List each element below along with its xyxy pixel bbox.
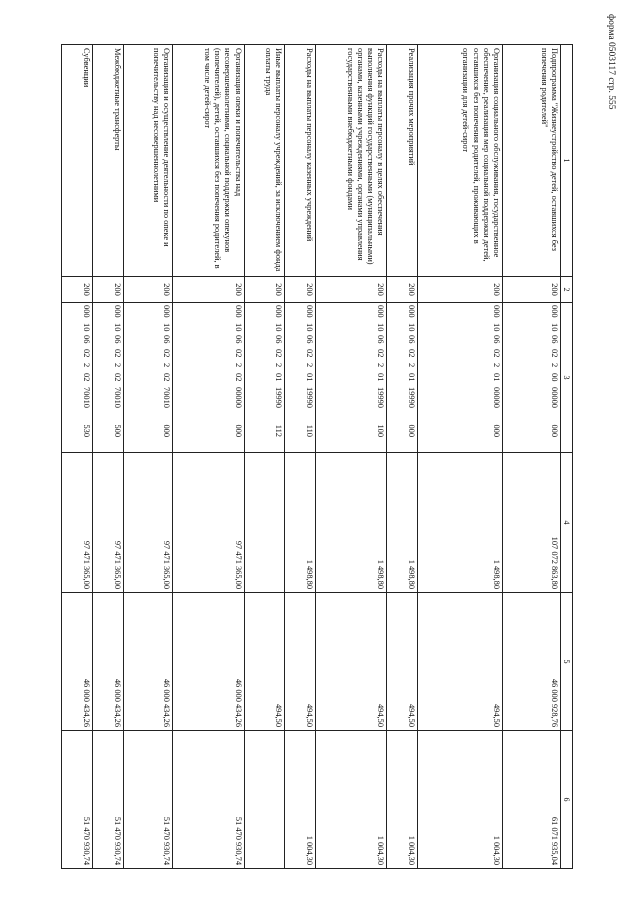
code-part: 10 <box>113 323 123 332</box>
code-part: 01 <box>273 373 283 382</box>
column-number: 6 <box>561 731 573 869</box>
line-code: 200 <box>62 277 93 303</box>
budget-classification-code <box>93 303 124 453</box>
code-part: 000 <box>113 305 123 318</box>
approved-amount: 107 072 863,80 <box>503 453 561 593</box>
table-row <box>387 45 418 869</box>
budget-table <box>61 44 573 869</box>
code-part: 02 <box>376 349 386 358</box>
executed-amount: 46 000 434,26 <box>93 593 124 731</box>
budget-classification-code <box>503 303 561 453</box>
code-part: 01 <box>492 373 502 382</box>
code-part: 2 <box>113 363 123 368</box>
table-row <box>173 45 244 869</box>
budget-classification-code <box>244 303 284 453</box>
code-part: 000 <box>376 305 386 318</box>
executed-amount: 494,50 <box>284 593 315 731</box>
code-part: 06 <box>82 335 92 344</box>
code-part: 000 <box>233 305 243 318</box>
code-part: 02 <box>113 373 123 382</box>
approved-amount: 97 471 365,00 <box>93 453 124 593</box>
code-part: 000 <box>407 305 417 318</box>
approved-amount: 97 471 365,00 <box>124 453 173 593</box>
code-part: 06 <box>407 335 417 344</box>
unexecuted-amount: 51 470 930,74 <box>173 731 244 869</box>
table-row <box>503 45 561 869</box>
budget-classification-code <box>173 303 244 453</box>
code-part: 000 <box>492 305 502 318</box>
budget-classification-code <box>284 303 315 453</box>
code-part: 02 <box>407 349 417 358</box>
code-part: 500 <box>113 424 123 437</box>
line-code: 200 <box>316 277 387 303</box>
code-part: 00000 <box>233 387 243 408</box>
unexecuted-amount: 51 470 930,74 <box>124 731 173 869</box>
code-part: 02 <box>162 349 172 358</box>
executed-amount: 494,50 <box>387 593 418 731</box>
line-code: 200 <box>173 277 244 303</box>
row-name: Межбюджетные трансферты <box>93 45 124 277</box>
code-part: 10 <box>305 323 314 332</box>
code-part: 06 <box>162 335 172 344</box>
code-part: 000 <box>273 305 283 318</box>
approved-amount <box>244 453 284 593</box>
code-part: 02 <box>492 349 502 358</box>
code-part: 01 <box>305 373 314 382</box>
unexecuted-amount: 51 470 930,74 <box>62 731 93 869</box>
budget-classification-code <box>62 303 93 453</box>
executed-amount: 46 000 434,26 <box>62 593 93 731</box>
table-row <box>93 45 124 869</box>
code-part: 112 <box>273 424 283 437</box>
code-part: 000 <box>162 424 172 437</box>
code-part: 2 <box>162 363 172 368</box>
code-part: 70010 <box>113 387 123 408</box>
code-part: 10 <box>82 323 92 332</box>
code-part: 02 <box>82 373 92 382</box>
budget-table-sheet <box>61 44 573 868</box>
table-row <box>124 45 173 869</box>
code-part: 19990 <box>376 387 386 408</box>
approved-amount: 1 498,80 <box>387 453 418 593</box>
row-name: Иные выплаты персоналу учреждений, за исключением фонда оплаты труда <box>244 45 284 277</box>
code-part: 01 <box>376 373 386 382</box>
unexecuted-amount: 1 004,30 <box>387 731 418 869</box>
code-part: 10 <box>550 323 560 332</box>
code-part: 2 <box>233 363 243 368</box>
code-part: 10 <box>407 323 417 332</box>
code-part: 530 <box>82 424 92 437</box>
code-part: 10 <box>233 323 243 332</box>
code-part: 02 <box>233 349 243 358</box>
executed-amount: 46 000 434,26 <box>124 593 173 731</box>
code-part: 00000 <box>550 387 560 408</box>
row-name: Субвенции <box>62 45 93 277</box>
unexecuted-amount: 1 004,30 <box>316 731 387 869</box>
unexecuted-amount: 51 470 930,74 <box>93 731 124 869</box>
column-number: 3 <box>561 303 573 453</box>
line-code: 200 <box>93 277 124 303</box>
table-row <box>62 45 93 869</box>
unexecuted-amount: 1 004,30 <box>284 731 315 869</box>
code-part: 01 <box>407 373 417 382</box>
table-row <box>418 45 503 869</box>
budget-classification-code <box>387 303 418 453</box>
executed-amount: 494,50 <box>244 593 284 731</box>
unexecuted-amount: 61 071 935,04 <box>503 731 561 869</box>
code-part: 70010 <box>162 387 172 408</box>
executed-amount: 494,50 <box>418 593 503 731</box>
budget-classification-code <box>316 303 387 453</box>
code-part: 02 <box>162 373 172 382</box>
table-row <box>244 45 284 869</box>
line-code: 200 <box>124 277 173 303</box>
code-part: 06 <box>113 335 123 344</box>
row-name: Реализация прочих мероприятий <box>387 45 418 277</box>
code-part: 2 <box>407 363 417 368</box>
code-part: 000 <box>550 305 560 318</box>
code-part: 02 <box>82 349 92 358</box>
code-part: 2 <box>82 363 92 368</box>
code-part: 10 <box>376 323 386 332</box>
table-row <box>284 45 315 869</box>
code-part: 2 <box>376 363 386 368</box>
executed-amount: 46 000 434,26 <box>173 593 244 731</box>
code-part: 100 <box>376 424 386 437</box>
code-part: 000 <box>162 305 172 318</box>
code-part: 06 <box>233 335 243 344</box>
code-part: 06 <box>273 335 283 344</box>
code-part: 06 <box>376 335 386 344</box>
line-code: 200 <box>387 277 418 303</box>
code-part: 000 <box>492 424 502 437</box>
budget-classification-code <box>124 303 173 453</box>
line-code: 200 <box>418 277 503 303</box>
approved-amount: 1 498,80 <box>316 453 387 593</box>
code-part: 70010 <box>82 387 92 408</box>
code-part: 110 <box>305 424 314 437</box>
approved-amount: 1 498,80 <box>418 453 503 593</box>
line-code: 200 <box>284 277 315 303</box>
column-number: 4 <box>561 453 573 593</box>
executed-amount: 494,50 <box>316 593 387 731</box>
code-part: 06 <box>550 335 560 344</box>
code-part: 2 <box>273 363 283 368</box>
column-number: 1 <box>561 45 573 277</box>
code-part: 10 <box>162 323 172 332</box>
executed-amount: 46 000 928,76 <box>503 593 561 731</box>
code-part: 02 <box>233 373 243 382</box>
row-name: Организация социального обслуживания, государственное обеспечение, реализация мер социальной поддержки детей, оставшихся без попечения родителей, проживающих в организации для детей-сирот <box>418 45 503 277</box>
code-part: 2 <box>305 363 314 368</box>
code-part: 02 <box>113 349 123 358</box>
row-name: Расходы на выплаты персоналу в целях обеспечения выполнения функций государственными (муниципальными) органами, казенными учреждениями, органами управления государственными внебюджетными фондами <box>316 45 387 277</box>
code-part: 000 <box>82 305 92 318</box>
row-name: Расходы на выплаты персоналу казенных учреждений <box>284 45 315 277</box>
code-part: 000 <box>407 424 417 437</box>
code-part: 10 <box>492 323 502 332</box>
row-name: Подпрограмма "Жизнеустройство детей, оставшихся без попечения родителей" <box>503 45 561 277</box>
line-code: 200 <box>503 277 561 303</box>
row-name: Организация и осуществление деятельности по опеке и попечительству над несовершеннолетними <box>124 45 173 277</box>
code-part: 19990 <box>407 387 417 408</box>
code-part: 000 <box>305 305 314 318</box>
code-part: 19990 <box>273 387 283 408</box>
code-part: 2 <box>492 363 502 368</box>
form-label: форма 0503117 стр. 555 <box>606 14 616 110</box>
code-part: 00 <box>550 373 560 382</box>
column-number: 2 <box>561 277 573 303</box>
code-part: 000 <box>550 424 560 437</box>
code-part: 02 <box>273 349 283 358</box>
column-number: 5 <box>561 593 573 731</box>
code-part: 06 <box>305 335 314 344</box>
code-part: 10 <box>273 323 283 332</box>
column-number-row <box>561 45 573 869</box>
code-part: 00000 <box>492 387 502 408</box>
code-part: 000 <box>233 424 243 437</box>
approved-amount: 97 471 365,00 <box>62 453 93 593</box>
code-part: 02 <box>550 349 560 358</box>
code-part: 19990 <box>305 387 314 408</box>
unexecuted-amount <box>244 731 284 869</box>
row-name: Организация опеки и попечительства над несовершеннолетними, социальной поддержки опекунов (попечителей), детей, оставшихся без попечения родителей, в том числе детей-сирот <box>173 45 244 277</box>
approved-amount: 97 471 365,00 <box>173 453 244 593</box>
line-code: 200 <box>244 277 284 303</box>
code-part: 02 <box>305 349 314 358</box>
code-part: 2 <box>550 363 560 368</box>
unexecuted-amount: 1 004,30 <box>418 731 503 869</box>
table-row <box>316 45 387 869</box>
code-part: 06 <box>492 335 502 344</box>
approved-amount: 1 498,80 <box>284 453 315 593</box>
budget-classification-code <box>418 303 503 453</box>
